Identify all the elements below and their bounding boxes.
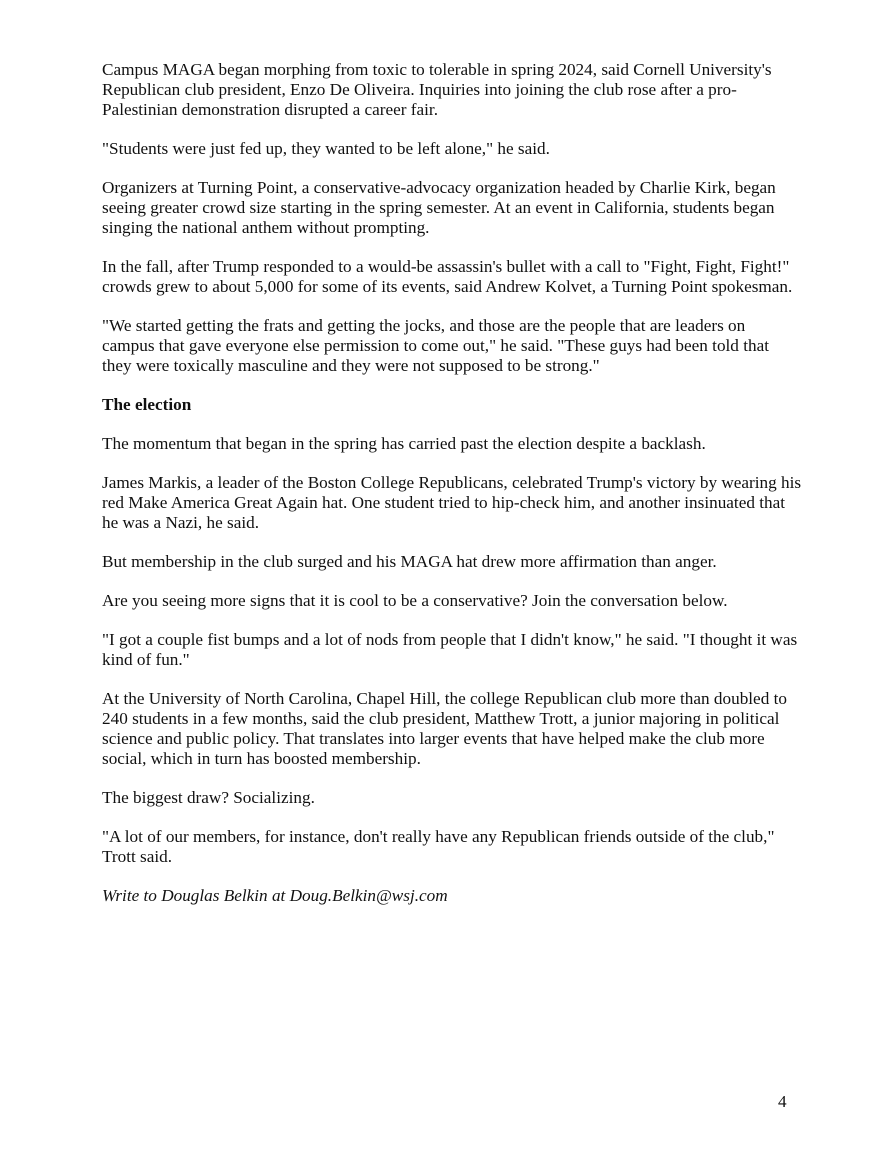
paragraph-quote-frats: "We started getting the frats and getting the jocks, and those are the people that are leaders on campus that gave everyone else permission to come out," he said. "These guys had been told that they were toxically masculine and they were not supposed to be strong." <box>102 316 769 375</box>
paragraph-quote-fed-up: "Students were just fed up, they wanted to be left alone," he said. <box>102 139 550 158</box>
paragraph-quote-trott: "A lot of our members, for instance, don't really have any Republican friends outside of the club," Trott said. <box>102 827 775 866</box>
paragraph-turning-point: Organizers at Turning Point, a conservative-advocacy organization headed by Charlie Kirk, began seeing greater crowd size starting in the spring semester. At an event in California, students began singing the national anthem without prompting. <box>102 178 776 237</box>
paragraph-quote-fist-bumps: "I got a couple fist bumps and a lot of nods from people that I didn't know," he said. "I thought it was kind of fun." <box>102 630 798 669</box>
paragraph-unc: At the University of North Carolina, Chapel Hill, the college Republican club more than doubled to 240 students in a few months, said the club president, Matthew Trott, a junior majoring in political science and public policy. That translates into larger events that have helped make the club more social, which in turn has boosted membership. <box>102 689 787 768</box>
page-number: 4 <box>778 1092 787 1111</box>
paragraph-fall-crowds: In the fall, after Trump responded to a would-be assassin's bullet with a call to "Fight, Fight, Fight!" crowds grew to about 5,000 for some of its events, said Andrew Kolvet, a Turning Point spokesman. <box>102 257 793 296</box>
section-heading: The election <box>102 395 192 414</box>
paragraph-membership-surged: But membership in the club surged and his MAGA hat drew more affirmation than anger. <box>102 552 717 571</box>
paragraph-boston-college: James Markis, a leader of the Boston College Republicans, celebrated Trump's victory by wearing his red Make America Great Again hat. One student tried to hip-check him, and another insinuated that he was a Nazi, he said. <box>102 473 802 532</box>
byline: Write to Douglas Belkin at Doug.Belkin@wsj.com <box>102 886 448 905</box>
article-body <box>102 60 802 906</box>
paragraph-momentum: The momentum that began in the spring has carried past the election despite a backlash. <box>102 434 706 453</box>
paragraph-biggest-draw: The biggest draw? Socializing. <box>102 788 315 807</box>
paragraph-join-conversation: Are you seeing more signs that it is cool to be a conservative? Join the conversation below. <box>102 591 728 610</box>
paragraph-cornell: Campus MAGA began morphing from toxic to tolerable in spring 2024, said Cornell University's Republican club president, Enzo De Oliveira. Inquiries into joining the club rose after a pro-Palestinian demonstration disrupted a career fair. <box>102 60 772 119</box>
